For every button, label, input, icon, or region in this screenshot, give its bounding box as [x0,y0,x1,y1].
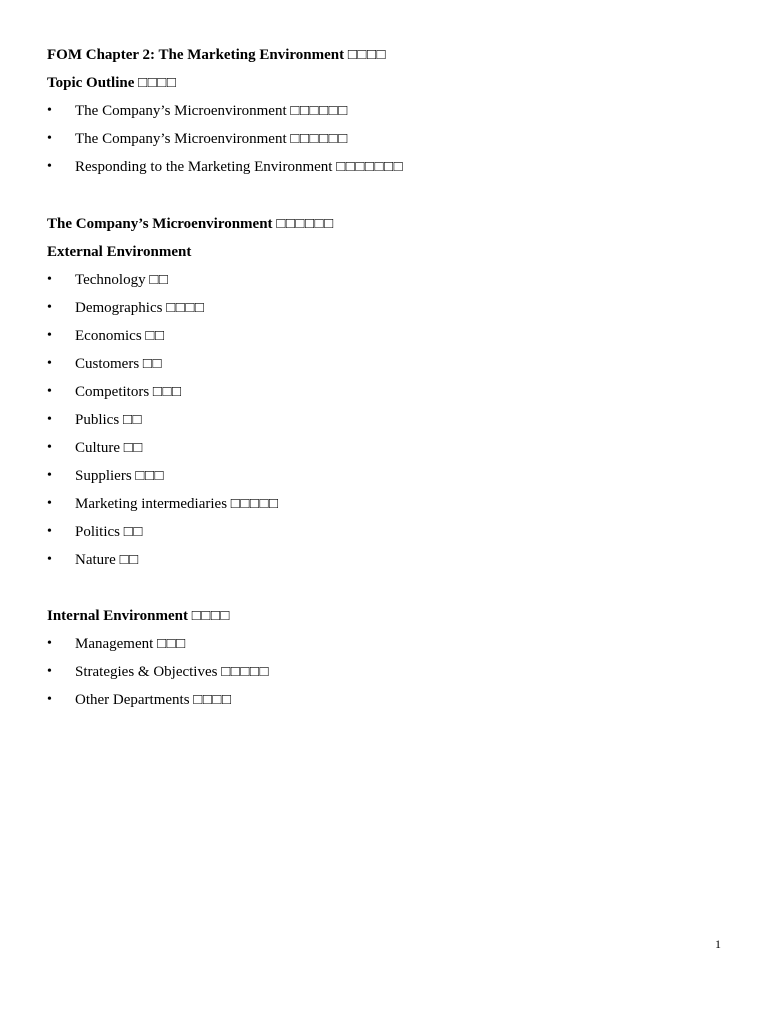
external-item-cjk: □□ [119,551,139,568]
topic-outline-item [47,156,727,184]
external-item-text: Technology [75,271,146,288]
external-item [47,549,727,577]
spacer [47,577,727,606]
internal-item [47,661,727,689]
bullet-icon: • [47,327,52,343]
external-item-cjk: □□ [122,411,143,428]
external-item [47,437,727,465]
external-item-cjk: □□ [145,327,165,344]
topic-outline-item-text: The Company’s Microenvironment [75,131,287,147]
spacer [47,184,727,213]
external-item-text: Publics [75,411,120,428]
internal-environment-heading-cjk: □□□□ [191,608,230,624]
bullet-icon: • [47,159,52,174]
bullet-icon: • [47,551,52,567]
topic-outline-item-cjk: □□□□□□□ [336,159,404,175]
external-item [47,325,727,353]
microenvironment-heading-text: The Company’s Microenvironment [47,215,273,232]
external-item-cjk: □□□ [152,383,182,400]
external-environment-heading-text: External Environment [47,243,192,260]
document-page [47,44,727,717]
document-title-cjk: □□□□ [347,47,387,63]
bullet-icon: • [47,103,52,118]
bullet-icon: • [47,692,52,707]
external-item [47,465,727,493]
external-item [47,521,727,549]
external-item-cjk: □□□□ [166,299,205,316]
topic-outline-heading-text: Topic Outline [47,75,135,91]
external-item [47,353,727,381]
external-item [47,297,727,325]
external-item-cjk: □□□ [135,467,165,484]
external-item-text: Marketing intermediaries [75,495,228,512]
internal-environment-heading [47,605,727,633]
bullet-icon: • [47,131,52,146]
external-item-cjk: □□ [142,355,163,372]
external-item-cjk: □□ [123,439,143,456]
topic-outline-item-cjk: □□□□□□ [290,131,348,147]
bullet-icon: • [47,439,52,455]
external-item [47,493,727,521]
internal-item-text: Other Departments [75,692,190,708]
internal-item-cjk: □□□ [157,636,186,652]
microenvironment-heading [47,213,727,241]
topic-outline-item [47,100,727,128]
external-item-cjk: □□□□□ [230,495,279,512]
external-item-cjk: □□ [149,271,169,288]
internal-item [47,633,727,661]
microenvironment-heading-cjk: □□□□□□ [276,215,334,232]
bullet-icon: • [47,383,52,399]
external-item-text: Suppliers [75,467,132,484]
external-item-text: Competitors [75,383,150,400]
topic-outline-heading [47,72,727,100]
bullet-icon: • [47,411,52,427]
internal-item [47,689,727,717]
external-item-text: Nature [75,551,116,568]
bullet-icon: • [47,664,52,679]
topic-outline-heading-cjk: □□□□ [138,75,177,91]
topic-outline-item-text: The Company’s Microenvironment [75,103,287,119]
internal-item-cjk: □□□□□ [221,664,270,680]
internal-item-text: Management [75,636,154,652]
topic-outline-item-text: Responding to the Marketing Environment [75,159,333,175]
external-item-cjk: □□ [123,523,143,540]
external-item-text: Politics [75,523,121,540]
external-item [47,409,727,437]
external-environment-heading [47,241,727,269]
bullet-icon: • [47,355,52,371]
bullet-icon: • [47,523,52,539]
external-item-text: Economics [75,327,142,344]
internal-environment-heading-text: Internal Environment [47,608,188,624]
external-item [47,381,727,409]
topic-outline-item [47,128,727,156]
bullet-icon: • [47,495,52,511]
document-title [47,44,727,72]
page-number: 1 [715,937,721,951]
bullet-icon: • [47,299,52,315]
bullet-icon: • [47,636,52,651]
internal-item-text: Strategies & Objectives [75,664,218,680]
bullet-icon: • [47,271,52,287]
external-item [47,269,727,297]
external-item-text: Demographics [75,299,163,316]
bullet-icon: • [47,467,52,483]
external-item-text: Culture [75,439,120,456]
internal-item-cjk: □□□□ [193,692,232,708]
external-item-text: Customers [75,355,140,372]
document-title-text: FOM Chapter 2: The Marketing Environment [47,47,345,63]
topic-outline-item-cjk: □□□□□□ [290,103,348,119]
